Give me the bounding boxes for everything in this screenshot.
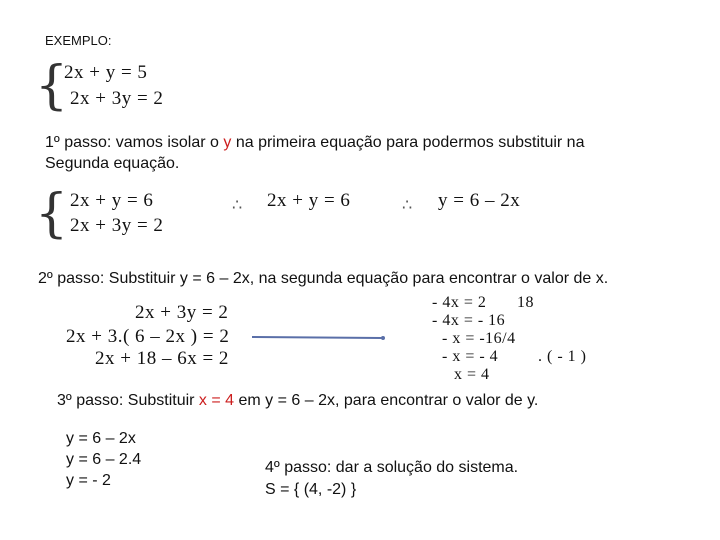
step3-before: 3º passo: Substituir <box>57 392 199 409</box>
step1-after: na primeira equação para podermos substituir na <box>231 134 585 151</box>
step3-after: em y = 6 – 2x, para encontrar o valor de y. <box>234 392 539 409</box>
solve-x-line4: - x = - 4 <box>442 348 499 365</box>
system2-mid: 2x + y = 6 <box>267 190 351 211</box>
left-brace-icon: { <box>35 184 69 244</box>
solve-x-line1: - 4x = 2 <box>432 294 487 311</box>
left-brace-icon: { <box>35 56 69 116</box>
system2-eq1: 2x + y = 6 <box>70 190 154 211</box>
step3-highlight: x = 4 <box>198 392 235 409</box>
step4-line1: 4º passo: dar a solução do sistema. <box>265 459 519 476</box>
solve-x-line4-right: . ( - 1 ) <box>538 348 587 365</box>
solve-y-line1: y = 6 – 2x <box>66 430 136 447</box>
substitution-line2: 2x + 3.( 6 – 2x ) = 2 <box>66 326 230 347</box>
solve-y-line2: y = 6 – 2.4 <box>66 451 142 468</box>
system1-eq2: 2x + 3y = 2 <box>70 88 164 109</box>
step2-text: 2º passo: Substituir y = 6 – 2x, na segunda equação para encontrar o valor de x. <box>38 270 609 287</box>
system2-eq2: 2x + 3y = 2 <box>70 215 164 236</box>
arrow-line-icon <box>252 333 392 343</box>
substitution-line1: 2x + 3y = 2 <box>135 302 229 323</box>
therefore-icon: ∴ <box>232 197 243 214</box>
therefore-icon: ∴ <box>402 197 413 214</box>
substitution-line3: 2x + 18 – 6x = 2 <box>95 348 229 369</box>
step3-text <box>57 392 538 410</box>
step1-before: 1º passo: vamos isolar o <box>45 134 224 151</box>
example-title: EXEMPLO: <box>45 33 112 48</box>
system1-eq1: 2x + y = 5 <box>64 62 148 83</box>
step1-highlight: y <box>223 134 232 151</box>
solve-x-line3: - x = -16/4 <box>442 330 516 347</box>
solve-x-line5: x = 4 <box>454 366 490 383</box>
solve-x-line1-right: 18 <box>517 294 534 311</box>
system2-result: y = 6 – 2x <box>438 190 521 211</box>
step1-text <box>45 134 584 152</box>
step1-line2: Segunda equação. <box>45 155 180 172</box>
solution-set: S = { (4, -2) } <box>265 481 357 498</box>
solve-x-line2: - 4x = - 16 <box>432 312 506 329</box>
solve-y-line3: y = - 2 <box>66 472 111 489</box>
